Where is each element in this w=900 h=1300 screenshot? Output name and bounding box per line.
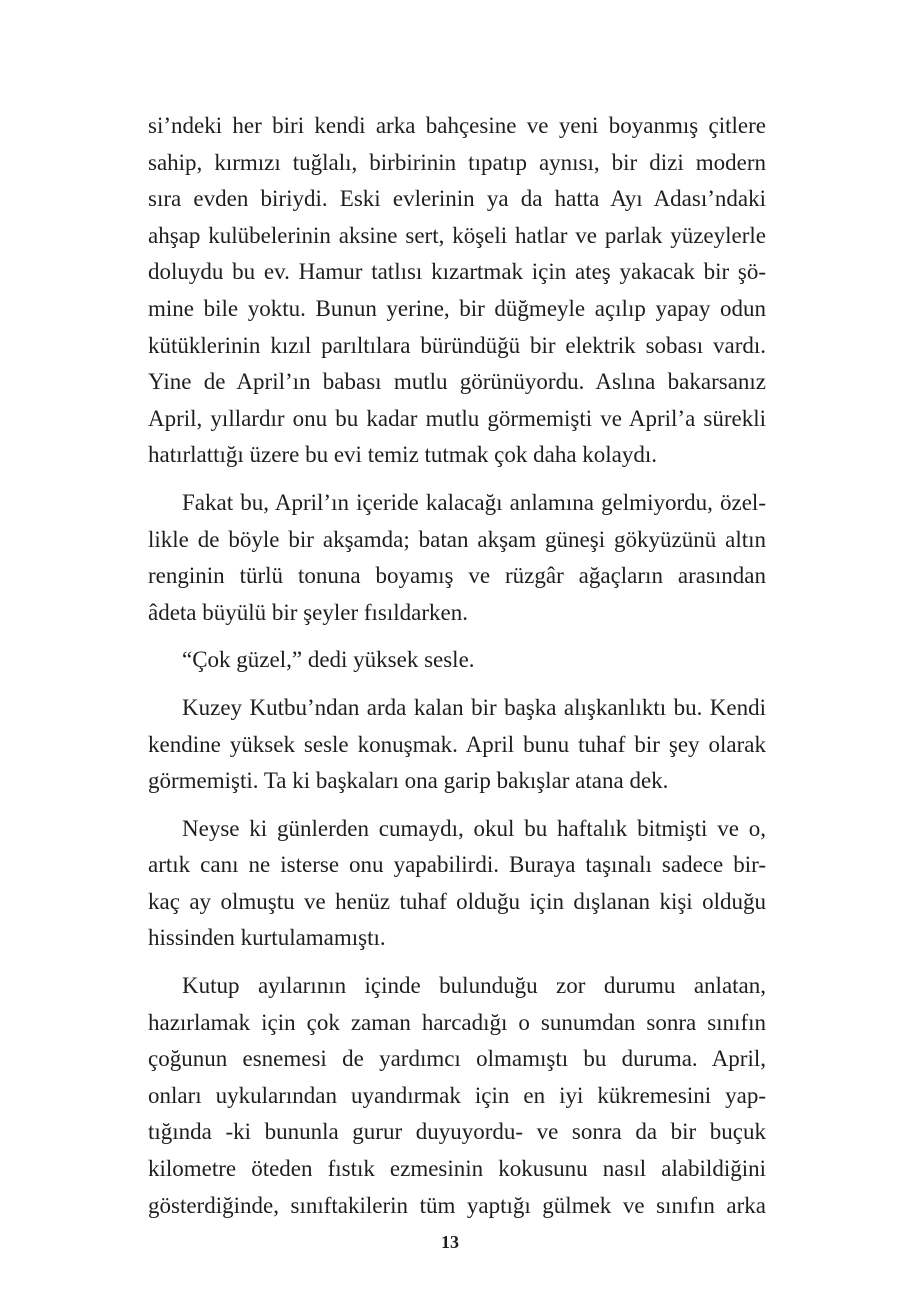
text-line: si’ndeki her biri kendi arka bahçesine ve yeni boyanmış çitlere (148, 113, 766, 138)
text-line: Fakat bu, April’ın içeride kalacağı anlamına gelmiyordu, özel- (182, 489, 766, 515)
paragraph (148, 108, 766, 474)
text-line: tığında -ki bununla gurur duyuyordu- ve sonra da bir buçuk (148, 1119, 766, 1145)
text-line: Yine de April’ın babası mutlu görünüyordu. Aslına bakarsanız (148, 369, 766, 395)
text-line: çoğunun esnemesi de yardımcı olmamıştı bu duruma. April, (148, 1046, 766, 1072)
text-line: hissinden kurtulamamıştı. (148, 925, 386, 951)
body-text (148, 108, 766, 1224)
text-line: kilometre öteden fıstık ezmesinin kokusunu nasıl alabildiğini (148, 1156, 766, 1182)
text-line: Kutup ayılarının içinde bulunduğu zor durumu anlatan, (182, 973, 766, 999)
text-line: artık canı ne isterse onu yapabilirdi. Buraya taşınalı sadece bir- (148, 852, 766, 878)
text-line: hazırlamak için çok zaman harcadığı o sunumdan sonra sınıfın (148, 1009, 766, 1035)
text-line: ahşap kulübelerinin aksine sert, köşeli hatlar ve parlak yüzeylerle (148, 222, 766, 248)
paragraph (148, 642, 766, 679)
text-line: kaç ay olmuştu ve henüz tuhaf olduğu için dışlanan kişi olduğu (148, 888, 766, 914)
text-line: kendine yüksek sesle konuşmak. April bunu tuhaf bir şey olarak (148, 731, 766, 757)
text-line: “Çok güzel,” dedi yüksek sesle. (182, 647, 475, 673)
text-line: görmemişti. Ta ki başkaları ona garip bakışlar atana dek. (148, 768, 669, 794)
paragraph (148, 485, 766, 631)
text-line: Kuzey Kutbu’ndan arda kalan bir başka alışkanlıktı bu. Kendi (182, 694, 766, 720)
text-line: onları uykularından uyandırmak için en iyi kükremesini yap- (148, 1082, 766, 1108)
paragraph (148, 690, 766, 800)
paragraph (148, 968, 766, 1224)
text-line: doluydu bu ev. Hamur tatlısı kızartmak için ateş yakacak bir şö- (148, 259, 766, 285)
text-line: hatırlattığı üzere bu evi temiz tutmak çok daha kolaydı. (148, 442, 658, 468)
page-number: 13 (441, 1232, 459, 1252)
paragraph (148, 811, 766, 957)
text-line: sahip, kırmızı tuğlalı, birbirinin tıpatıp aynısı, bir dizi modern (148, 149, 766, 175)
text-line: kütüklerinin kızıl parıltılara büründüğü bir elektrik sobası vardı. (148, 332, 766, 358)
text-line: âdeta büyülü bir şeyler fısıldarken. (148, 599, 468, 625)
text-line: likle de böyle bir akşamda; batan akşam güneşi gökyüzünü altın (148, 526, 766, 552)
text-line: renginin türlü tonuna boyamış ve rüzgâr ağaçların arasından (148, 563, 766, 589)
text-line: Neyse ki günlerden cumaydı, okul bu haftalık bitmişti ve o, (182, 815, 766, 841)
text-line: mine bile yoktu. Bunun yerine, bir düğmeyle açılıp yapay odun (148, 295, 766, 321)
text-line: gösterdiğinde, sınıftakilerin tüm yaptığı gülmek ve sınıfın arka (148, 1192, 766, 1218)
text-line: sıra evden biriydi. Eski evlerinin ya da hatta Ayı Adası’ndaki (148, 186, 766, 212)
text-line: April, yıllardır onu bu kadar mutlu görmemişti ve April’a sürekli (148, 405, 766, 431)
